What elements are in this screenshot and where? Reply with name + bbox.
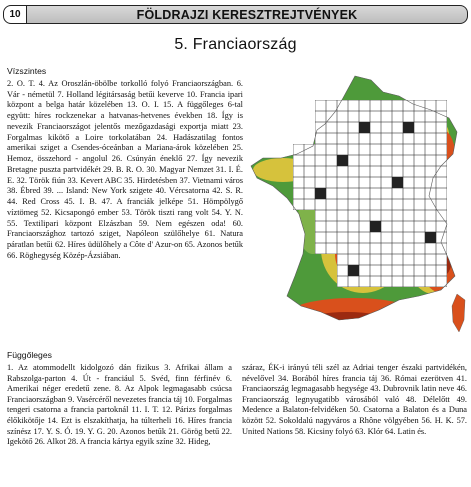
across-clues (7, 66, 243, 262)
section-title: FÖLDRAJZI KERESZTREJTVÉNYEK (136, 7, 358, 22)
down-clue-text-right: száraz, ÉK-i irányú téli szél az Adriai tenger északi partvidékén, névelővel 34. Borából híres francia táj 36. Római ezerötven 41. Franciaország legmagasabb hegysége 43. Dubrovnik latin neve 46. Franciaország legnyugatibb városából való 48. Délelőtt 49. Medence a Balaton-felvidéken 50. Csatorna a Balaton és a Duna között 52. Sokoldalú nagyváros a Rhône völgyében 56. H. K. 57. United Nations 58. Kicsiny folyó 63. Klór 64. Latin és. (242, 363, 467, 436)
page-number: 10 (3, 5, 27, 24)
down-columns (7, 363, 467, 448)
map-figure (243, 74, 468, 338)
france-map (243, 74, 468, 338)
down-clues (7, 350, 467, 448)
across-heading: Vízszintes (7, 66, 47, 76)
down-clue-text-left: 1. Az atommodellt kidolgozó dán fizikus 3. Afrikai állam a Rabszolga-parton 4. Út - franciául 5. Svéd, finn férfinév 6. Amerikai néger eredetű zene. 8. Az Alpok legmagasabb csúcsa Franciaországban 9. Vasércéről nevezetes francia táj 10. Forgalmas tengeri csatorna a francia partoknál 11. I. T. 12. Párizs forgalmas élőkikötője 14. Ezt is elszakíthatja, ha túlterheli 16. Híres francia színész 17. Y. S. Ó. 19. Y. G. 20. Azonos betűk 21. Görög betű 22. Igekötő 26. Alkot 28. A francia kártya egyik színe 32. Hideg, (7, 363, 232, 447)
header-band (27, 5, 468, 24)
puzzle-title: 5. Franciaország (174, 36, 297, 53)
page-header (3, 5, 468, 24)
across-clue-text: 2. O. T. 4. Az Oroszlán-öbölbe torkolló folyó Franciaországban. 6. Vár - németül 7. Holland légitársaság betűi keverve 10. Francia ipari központ a belga határ közelében 13. O. I. 15. A függőleges 6-tal együtt: híres rockzenekar a hatvanas-hetvenes években 18. Így is nevezik Franciaországot jelentős mezőgazdasági exportja miatt 23. Forgalmas kikötő a Loire torkolatában 24. Hadászatilag fontos amerikai sziget a Csendes-óceánban a Mariana-árok közelében 25. Hemoz, összehord - angolul 26. Csúnyán éneklő 27. Így nevezik Bretagne puszta partvidékét 29. B. R. O. 30. Magyar Nemzet 31. I. É. E. 32. Török fiún 33. Kevert ABC 35. Hirdetésben 37. Vietnami város 38. Ébred 39. ... Island: New York szigete 40. Vércsatorna 42. S. R. 44. Red Cross 45. I. B. 47. A franciák jelképe 51. Hömpölygő víztömeg 52. Kicsapongó ember 53. Török tiszti rang volt 54. Y. N. 55. Textilipari központ Elzászban 59. Nem egészen oda! 60. Franciaországhoz tartozó sziget, Napóleon szülőhelye 61. Natura páratlan betűi 62. Híres üdülőhely a Côte d' Azur-on 65. Azonos betűk 66. Röghegység Közép-Ázsiában. (7, 78, 243, 260)
corsica-island (452, 294, 465, 332)
down-heading: Függőleges (7, 350, 52, 360)
